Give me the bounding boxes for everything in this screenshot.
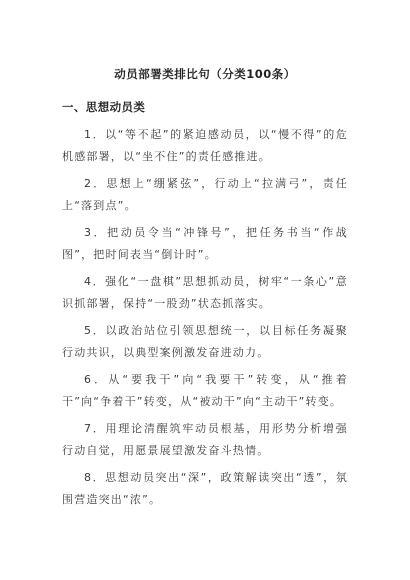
section-heading: 一、思想动员类 [62, 100, 146, 114]
sentence-list [62, 124, 348, 510]
list-item: 4．强化“一盘棋”思想抓动员，树牢“一条心”意识抓部署，保持“一股劲”状态抓落实。 [62, 275, 348, 310]
list-item: 1．以“等不起”的紧迫感动员，以“慢不得”的危机感部署，以“坐不住”的责任感推进。 [62, 128, 348, 163]
list-item: 8．思想动员突出“深”，政策解读突出“透”，氛围营造突出“浓”。 [62, 471, 348, 506]
list-item: 6．从“要我干”向“我要干”转变，从“推着干”向“争着干”转变，从“被动干”向“主动干”转变。 [62, 373, 348, 408]
document-title: 动员部署类排比句（分类100条） [114, 67, 296, 81]
list-item: 2．思想上“绷紧弦”，行动上“拉满弓”，责任上“落到点”。 [62, 177, 348, 212]
list-item: 5．以政治站位引领思想统一，以目标任务凝聚行动共识，以典型案例激发奋进动力。 [62, 324, 348, 359]
list-item: 7．用理论清醒筑牢动员根基，用形势分析增强行动自觉，用愿景展望激发奋斗热情。 [62, 422, 348, 457]
list-item: 3．把动员令当“冲锋号”，把任务书当“作战图”，把时间表当“倒计时”。 [62, 226, 348, 261]
